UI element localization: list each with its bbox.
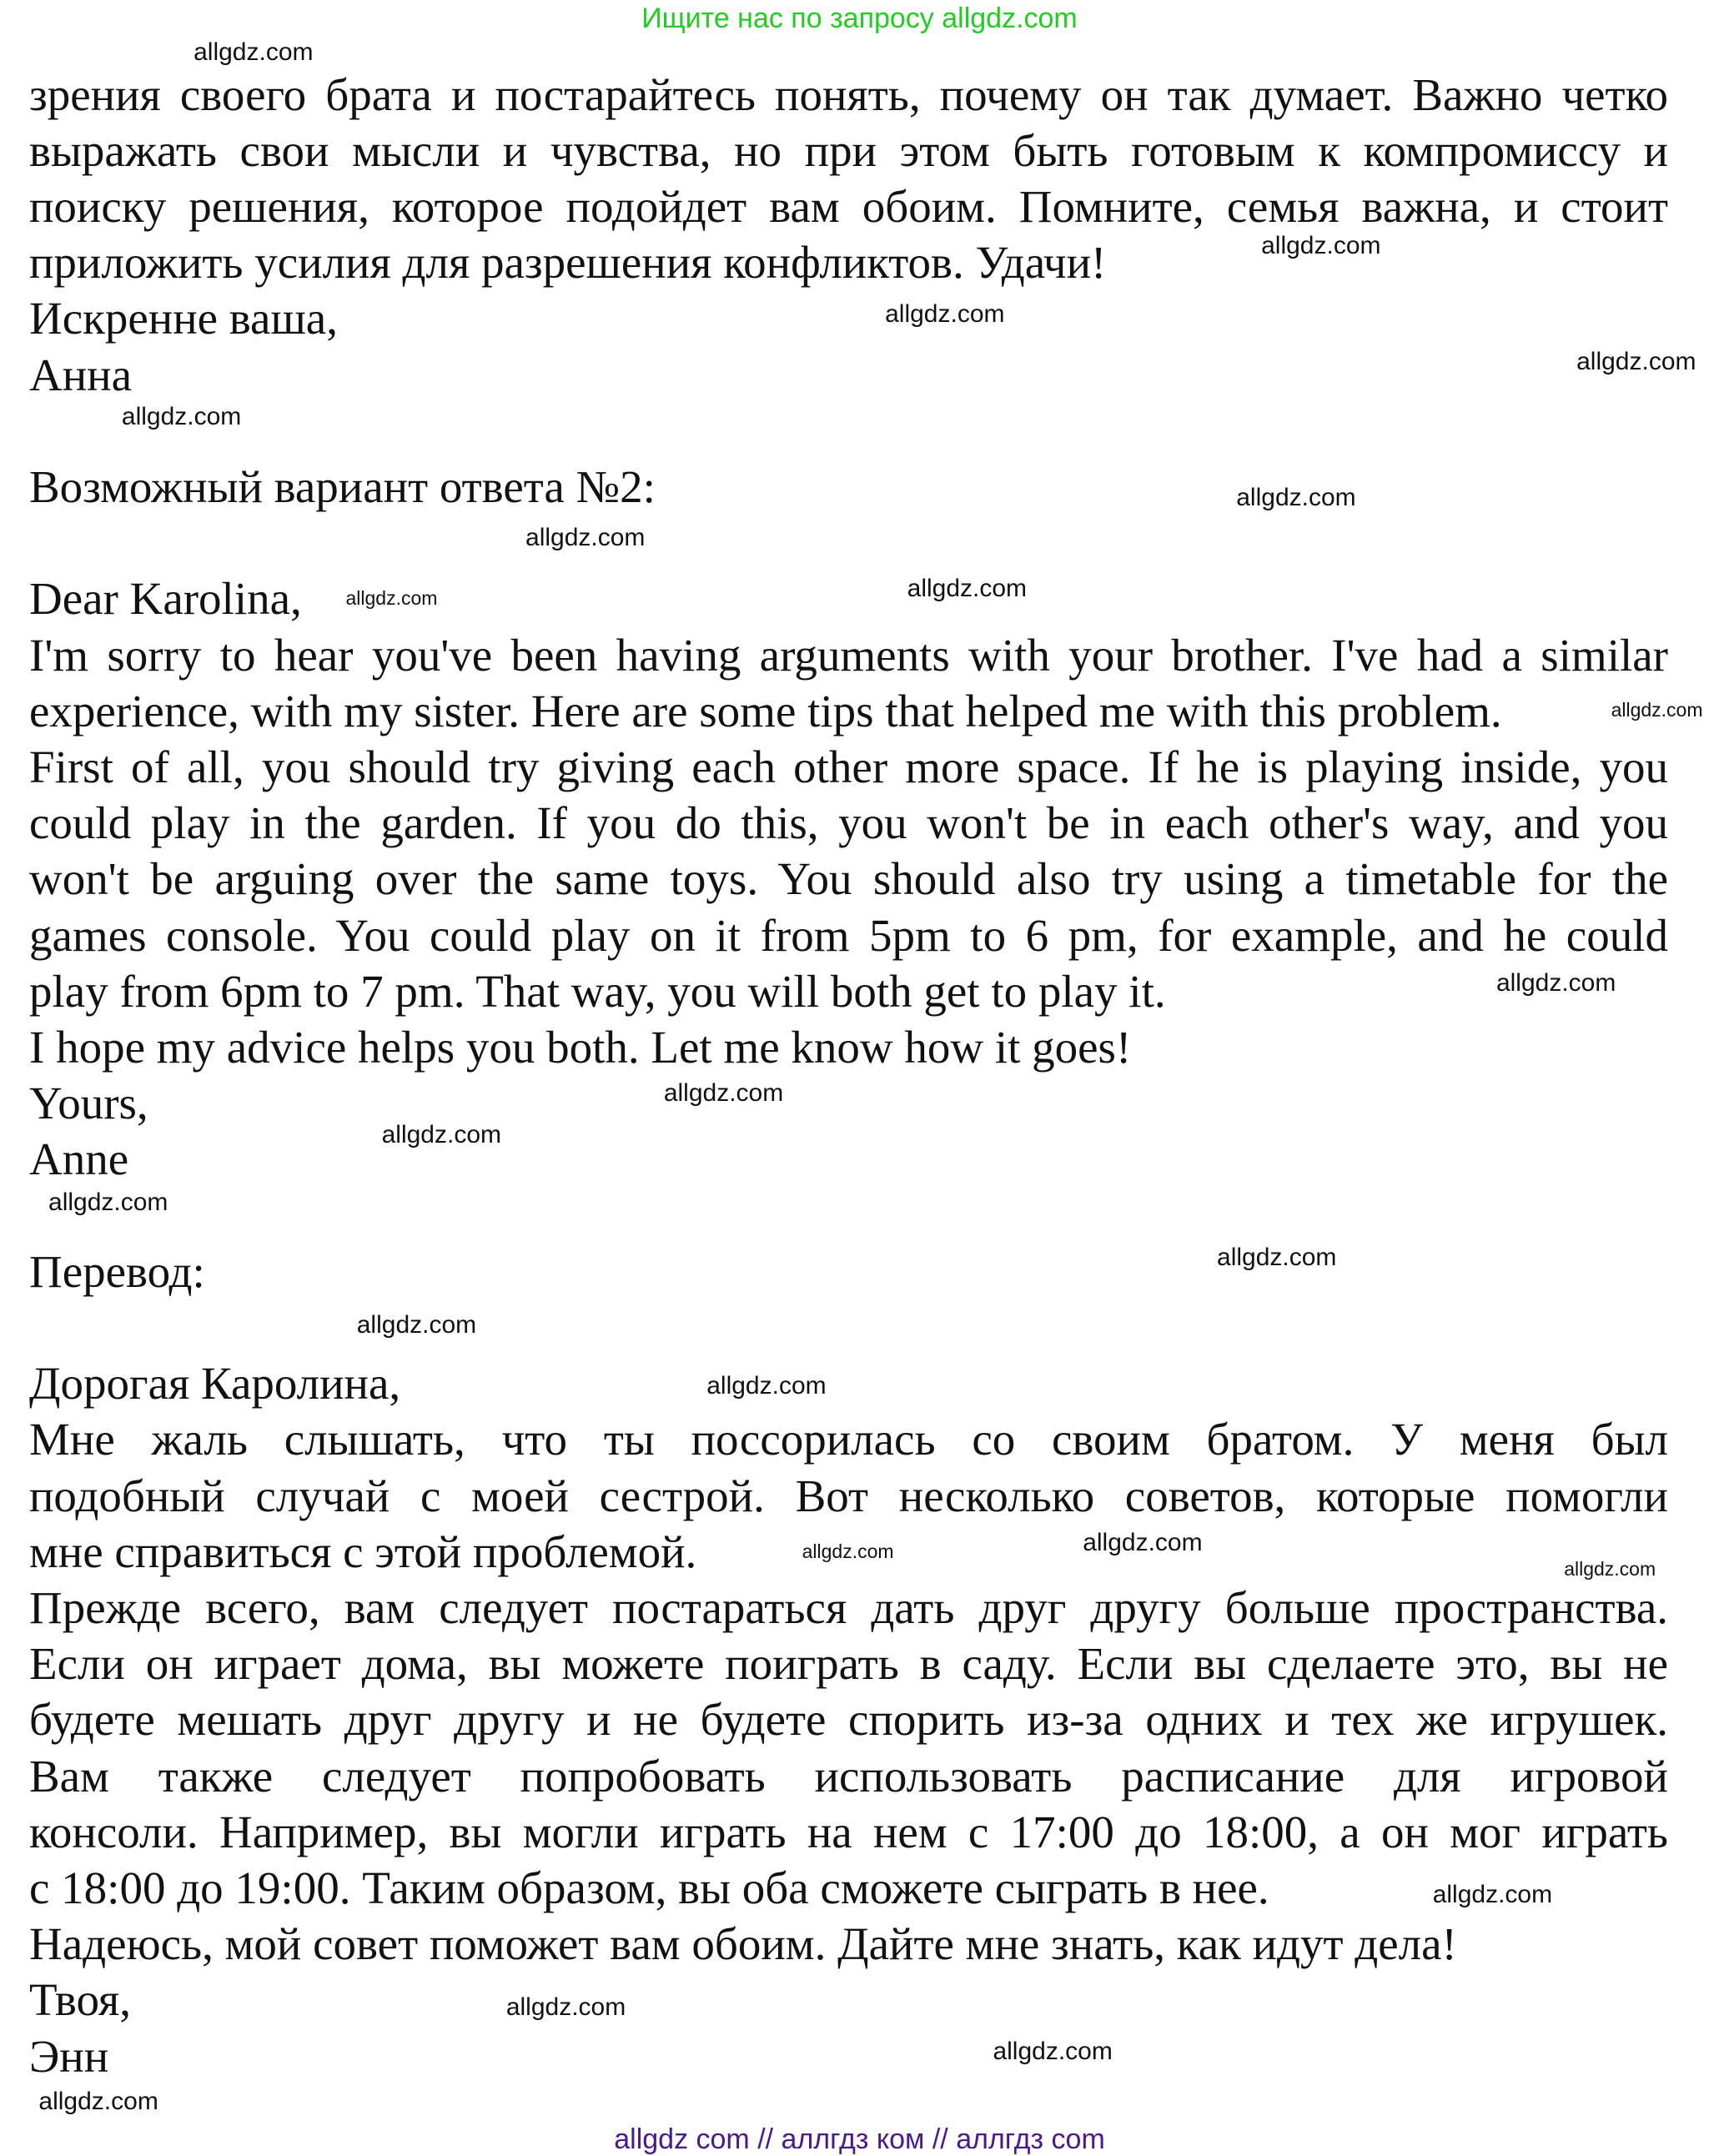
- watermark: allgdz.com: [907, 575, 1028, 603]
- text-line: с 18:00 до 19:00. Таким образом, вы оба сможете сыграть в нее.: [29, 1862, 1269, 1913]
- text-line: Если он играет дома, вы можете поиграть в саду. Если вы сделаете это, вы не: [29, 1638, 1668, 1690]
- watermark: allgdz.com: [1432, 1880, 1553, 1908]
- top-search-banner: Ищите нас по запросу allgdz.com: [641, 3, 1078, 34]
- text-line: Надеюсь, мой совет поможет вам обоим. Дайте мне знать, как идут дела!: [29, 1918, 1457, 1970]
- text-line: Анна: [29, 349, 132, 400]
- watermark: allgdz.com: [1576, 347, 1696, 375]
- watermark: allgdz.com: [1564, 1558, 1656, 1581]
- text-line: won't be arguing over the same toys. You should also try using a timetable for the: [29, 853, 1668, 905]
- watermark: allgdz.com: [706, 1371, 827, 1400]
- text-line: выражать свои мысли и чувства, но при этом быть готовым к компромиссу и: [29, 124, 1668, 176]
- text-line: Прежде всего, вам следует постараться дать друг другу больше пространства.: [29, 1581, 1668, 1633]
- text-line: подобный случай с моей сестрой. Вот несколько советов, которые помогли: [29, 1470, 1668, 1521]
- text-line: мне справиться с этой проблемой.: [29, 1525, 697, 1577]
- watermark: allgdz.com: [356, 1311, 477, 1339]
- text-line: Дорогая Каролина,: [29, 1358, 401, 1410]
- text-line: Anne: [29, 1133, 129, 1185]
- watermark: allgdz.com: [381, 1121, 501, 1148]
- text-line: приложить усилия для разрешения конфликтов. Удачи!: [29, 237, 1107, 289]
- text-line: Искренне ваша,: [29, 293, 338, 344]
- bottom-site-banner: allgdz com // аллгдз ком // аллгдз com: [614, 2123, 1105, 2155]
- text-line: Возможный вариант ответа №2:: [29, 460, 656, 512]
- watermark: allgdz.com: [525, 524, 646, 552]
- text-line: I hope my advice helps you both. Let me know how it goes!: [29, 1021, 1132, 1073]
- text-line: консоли. Например, вы могли играть на нем с 17:00 до 18:00, а он мог играть: [29, 1806, 1668, 1857]
- text-line: Вам также следует попробовать использовать расписание для игровой: [29, 1750, 1668, 1802]
- text-line: play from 6pm to 7 pm. That way, you will both get to play it.: [29, 965, 1166, 1017]
- watermark: allgdz.com: [1611, 699, 1703, 721]
- text-line: First of all, you should try giving each other more space. If he is playing inside, you: [29, 741, 1668, 792]
- watermark: allgdz.com: [505, 1993, 626, 2022]
- watermark: allgdz.com: [663, 1079, 784, 1108]
- watermark: allgdz.com: [1083, 1529, 1203, 1557]
- watermark: allgdz.com: [1236, 484, 1356, 512]
- text-line: Энн: [29, 2030, 109, 2082]
- text-line: Мне жаль слышать, что ты поссорилась со своим братом. У меня был: [29, 1414, 1668, 1465]
- text-line: experience, with my sister. Here are some tips that helped me with this problem.: [29, 685, 1502, 736]
- text-line: Yours,: [29, 1078, 148, 1129]
- text-line: поиску решения, которое подойдет вам обоим. Помните, семья важна, и стоит: [29, 180, 1668, 232]
- watermark: allgdz.com: [48, 1189, 168, 1216]
- text-line: I'm sorry to hear you've been having arguments with your brother. I've had a similar: [29, 629, 1668, 681]
- text-line: Dear Karolina,: [29, 573, 302, 625]
- watermark: allgdz.com: [38, 2087, 158, 2115]
- text-line: будете мешать друг другу и не будете спорить из-за одних и тех же игрушек.: [29, 1694, 1668, 1746]
- watermark: allgdz.com: [993, 2038, 1113, 2066]
- text-line: games console. You could play on it from 5pm to 6 pm, for example, and he could: [29, 909, 1668, 961]
- watermark: allgdz.com: [885, 300, 1005, 329]
- text-line: could play in the garden. If you do this, you won't be in each other's way, and you: [29, 797, 1668, 849]
- text-line: Перевод:: [29, 1245, 205, 1297]
- watermark: allgdz.com: [345, 587, 438, 610]
- watermark: allgdz.com: [1261, 231, 1381, 259]
- watermark: allgdz.com: [1217, 1244, 1337, 1272]
- text-line: зрения своего брата и постарайтесь понять, почему он так думает. Важно четко: [29, 68, 1668, 120]
- text-line: Твоя,: [29, 1974, 131, 2026]
- watermark: allgdz.com: [1495, 969, 1616, 998]
- watermark: allgdz.com: [121, 402, 242, 430]
- watermark: allgdz.com: [802, 1540, 894, 1562]
- watermark: allgdz.com: [194, 38, 314, 67]
